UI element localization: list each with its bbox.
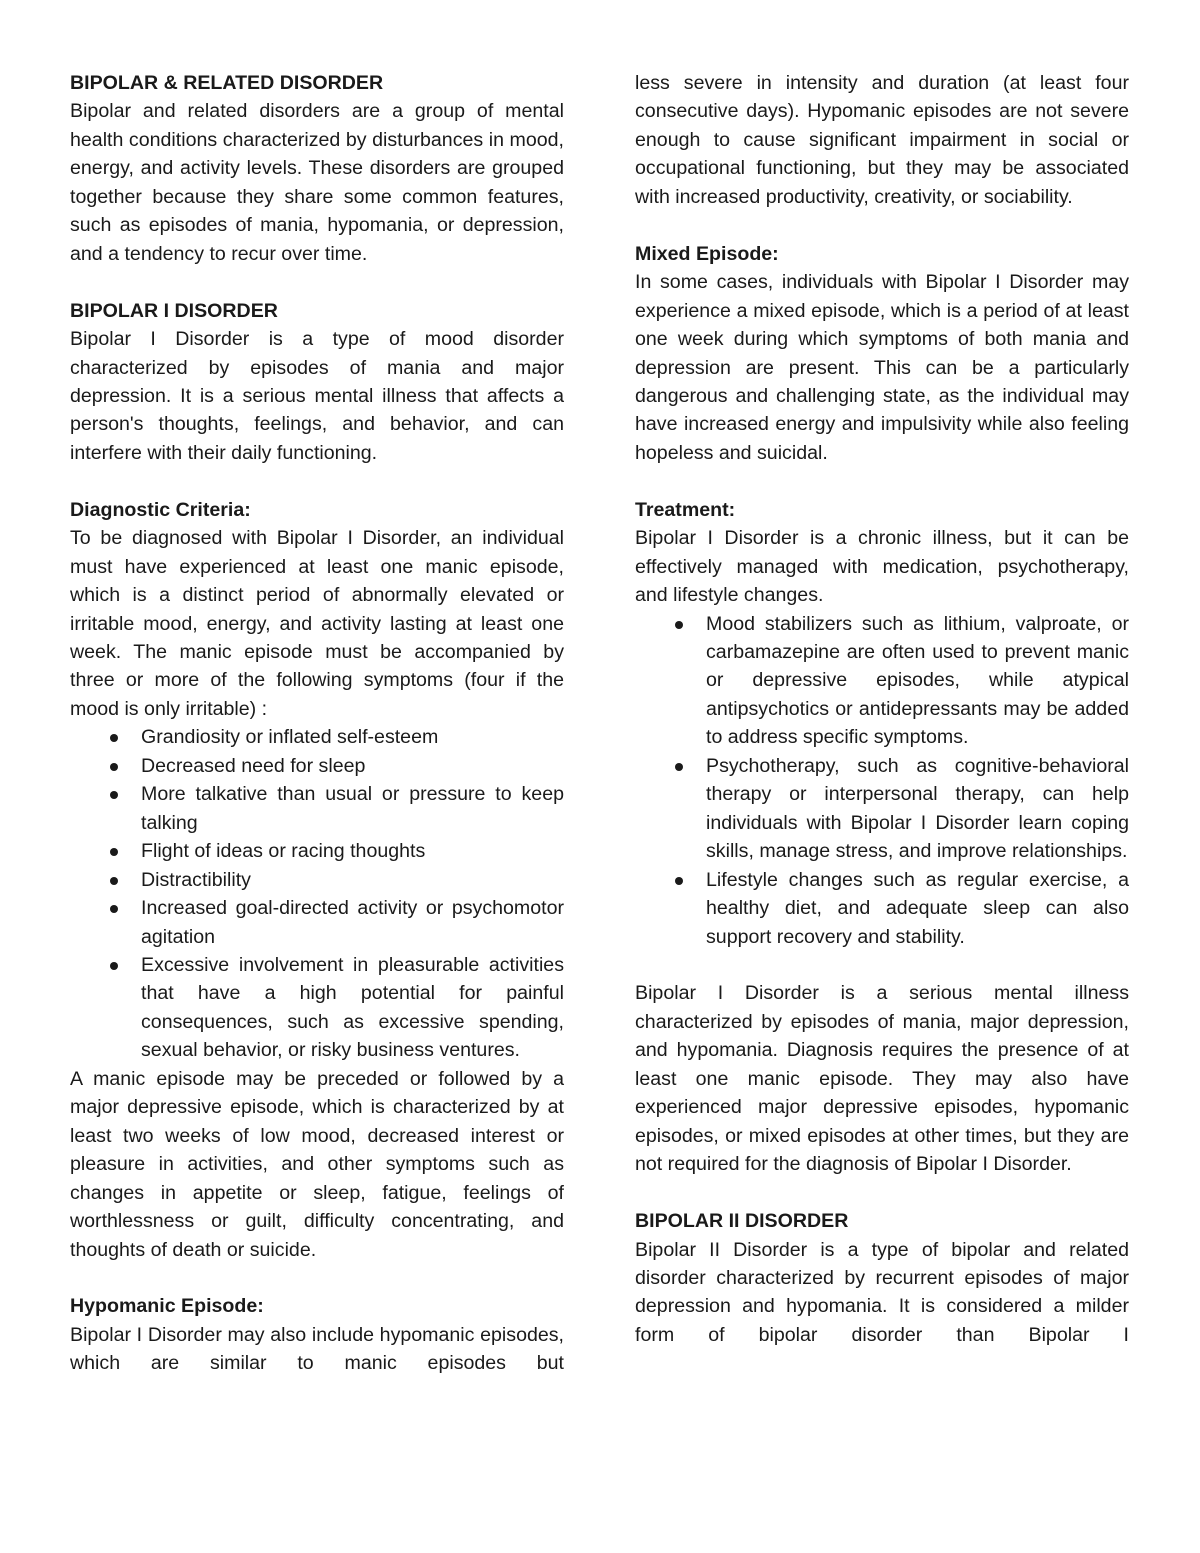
paragraph-diagnostic-intro: To be diagnosed with Bipolar I Disorder, an individual must have experienced at least one manic episode, which is a distinct period of abnormally elevated or irritable mood, energy, and activity lasting at least one week. The manic episode must be accompanied by three or more of the following symptoms (four if the mood is only irritable) : bbox=[70, 527, 564, 720]
spacer bbox=[70, 268, 564, 296]
subheading-treatment: Treatment: bbox=[635, 498, 736, 521]
list-item: Grandiosity or inflated self-esteem bbox=[141, 723, 564, 751]
symptom-list bbox=[70, 723, 564, 1064]
list-item: Flight of ideas or racing thoughts bbox=[141, 837, 564, 865]
treatment-list bbox=[635, 610, 1129, 951]
subheading-mixed-episode: Mixed Episode: bbox=[635, 242, 779, 265]
spacer bbox=[635, 211, 1129, 239]
subheading-diagnostic-criteria: Diagnostic Criteria: bbox=[70, 498, 251, 521]
list-item: Psychotherapy, such as cognitive-behavioral therapy or interpersonal therapy, can help individuals with Bipolar I Disorder learn coping skills, manage stress, and improve relationships. bbox=[706, 752, 1129, 866]
list-item: Excessive involvement in pleasurable activities that have a high potential for painful consequences, such as excessive spending, sexual behavior, or risky business ventures. bbox=[141, 951, 564, 1065]
list-item: Distractibility bbox=[141, 866, 564, 894]
section-heading-bipolar-i: BIPOLAR I DISORDER bbox=[70, 299, 278, 322]
list-item: Mood stabilizers such as lithium, valproate, or carbamazepine are often used to prevent manic or depressive episodes, while atypical antipsychotics or antidepressants may be added to address specific symptoms. bbox=[706, 610, 1129, 752]
section-heading-bipolar-related: BIPOLAR & RELATED DISORDER bbox=[70, 72, 384, 94]
list-item: Lifestyle changes such as regular exercise, a healthy diet, and adequate sleep can also support recovery and stability. bbox=[706, 866, 1129, 951]
paragraph-hypomanic-continued: less severe in intensity and duration (at least four consecutive days). Hypomanic episodes are not severe enough to cause significant impairment in social or occupational functioning, but they may be associated with increased productivity, creativity, or sociability. bbox=[635, 72, 1129, 208]
paragraph-depressive-episode: A manic episode may be preceded or followed by a major depressive episode, which is characterized by at least two weeks of low mood, decreased interest or pleasure in activities, and other symptoms such as changes in appetite or sleep, fatigue, feelings of worthlessness or guilt, difficulty concentrating, and thoughts of death or suicide. bbox=[70, 1067, 564, 1261]
paragraph-treatment-intro: Bipolar I Disorder is a chronic illness, but it can be effectively managed with medication, psychotherapy, and lifestyle changes. bbox=[635, 527, 1129, 607]
list-item: More talkative than usual or pressure to keep talking bbox=[141, 780, 564, 837]
list-item: Increased goal-directed activity or psychomotor agitation bbox=[141, 894, 564, 951]
paragraph-bipolar-i: Bipolar I Disorder is a type of mood disorder characterized by episodes of mania and major depression. It is a serious mental illness that affects a person's thoughts, feelings, and behavior, and can interfere with their daily functioning. bbox=[70, 328, 564, 464]
paragraph-bipolar-related: Bipolar and related disorders are a group of mental health conditions characterized by disturbances in mood, energy, and activity levels. These disorders are grouped together because they share some common features, such as episodes of mania, hypomania, or depression, and a tendency to recur over time. bbox=[70, 100, 564, 265]
list-item: Decreased need for sleep bbox=[141, 752, 564, 780]
spacer bbox=[70, 1264, 564, 1292]
spacer bbox=[70, 467, 564, 495]
paragraph-summary: Bipolar I Disorder is a serious mental illness characterized by episodes of mania, major depression, and hypomania. Diagnosis requires the presence of at least one manic episode. They may also have experienced major depressive episodes, hypomanic episodes, or mixed episodes at other times, but they are not required for the diagnosis of Bipolar I Disorder. bbox=[635, 982, 1129, 1176]
paragraph-hypomanic-start: Bipolar I Disorder may also include hypomanic episodes, which are similar to manic episodes but bbox=[70, 1323, 564, 1375]
section-heading-bipolar-ii: BIPOLAR II DISORDER bbox=[635, 1210, 849, 1233]
right-column bbox=[635, 69, 1129, 1349]
spacer bbox=[635, 1179, 1129, 1207]
spacer bbox=[635, 951, 1129, 979]
paragraph-mixed-episode: In some cases, individuals with Bipolar I Disorder may experience a mixed episode, which is a period of at least one week during which symptoms of both mania and depression are present. This can be a particularly dangerous and challenging state, as the individual may have increased energy and impulsivity while also feeling hopeless and suicidal. bbox=[635, 271, 1129, 464]
paragraph-bipolar-ii-start: Bipolar II Disorder is a type of bipolar and related disorder characterized by recurrent episodes of major depression and hypomania. It is considered a milder form of bipolar disorder than Bipolar I bbox=[635, 1238, 1129, 1346]
subheading-hypomanic-episode: Hypomanic Episode: bbox=[70, 1295, 264, 1318]
spacer bbox=[635, 467, 1129, 495]
left-column bbox=[70, 69, 564, 1378]
